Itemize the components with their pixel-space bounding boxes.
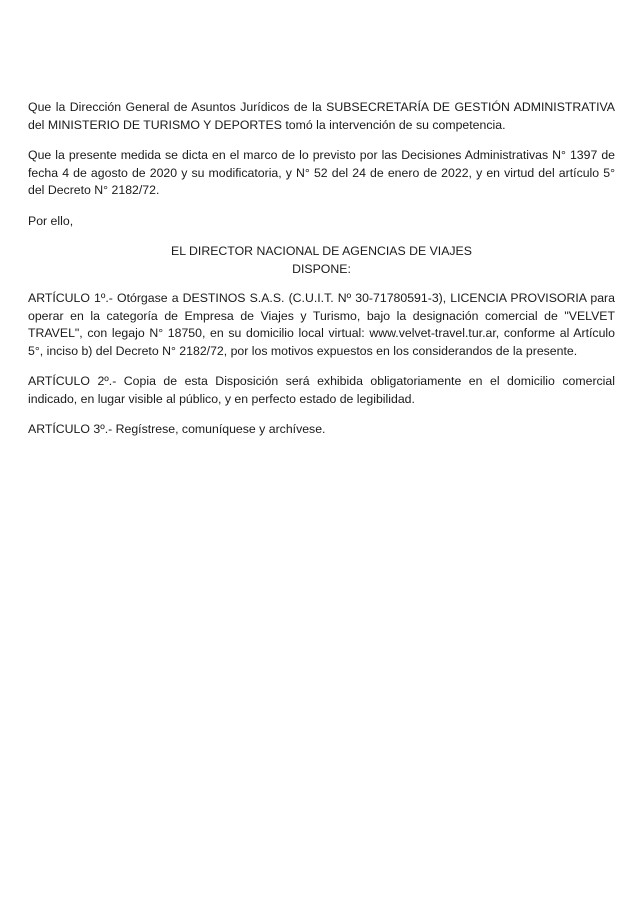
paragraph-por-ello: Por ello, — [28, 213, 74, 228]
article-2: ARTÍCULO 2º.- Copia de esta Disposición será exhibida obligatoriamente en el domicilio comercial indicado, en lugar visible al público, y en perfecto estado de legibilidad. — [28, 374, 615, 406]
article-1: ARTÍCULO 1º.- Otórgase a DESTINOS S.A.S. (C.U.I.T. Nº 30-71780591-3), LICENCIA PROVISORIA para operar en la categoría de Empresa de Viajes y Turismo, bajo la designación comercial de "VELVET TRAVEL", con legajo N° 18750, en su domicilio local virtual: www.velvet-travel.tur.ar, conforme al Artículo 5°, inciso b) del Decreto N° 2182/72, por los motivos expuestos en los considerandos de la presente. — [28, 291, 615, 358]
document-body — [28, 99, 615, 452]
paragraph-marco-legal: Que la presente medida se dicta en el marco de lo previsto por las Decisiones Administrativas N° 1397 de fecha 4 de agosto de 2020 y su modificatoria, y N° 52 del 24 de enero de 2022, y en virtud del artículo 5° del Decreto N° 2182/72. — [28, 148, 615, 197]
authority-title: EL DIRECTOR NACIONAL DE AGENCIAS DE VIAJES — [171, 244, 472, 258]
paragraph-asuntos-juridicos: Que la Dirección General de Asuntos Jurídicos de la SUBSECRETARÍA DE GESTIÓN ADMINISTRATIVA del MINISTERIO DE TURISMO Y DEPORTES tomó la intervención de su competencia. — [28, 100, 615, 132]
authority-heading — [28, 243, 615, 278]
dispone-heading: DISPONE: — [292, 261, 351, 276]
article-3: ARTÍCULO 3º.- Regístrese, comuníquese y archívese. — [28, 422, 326, 436]
